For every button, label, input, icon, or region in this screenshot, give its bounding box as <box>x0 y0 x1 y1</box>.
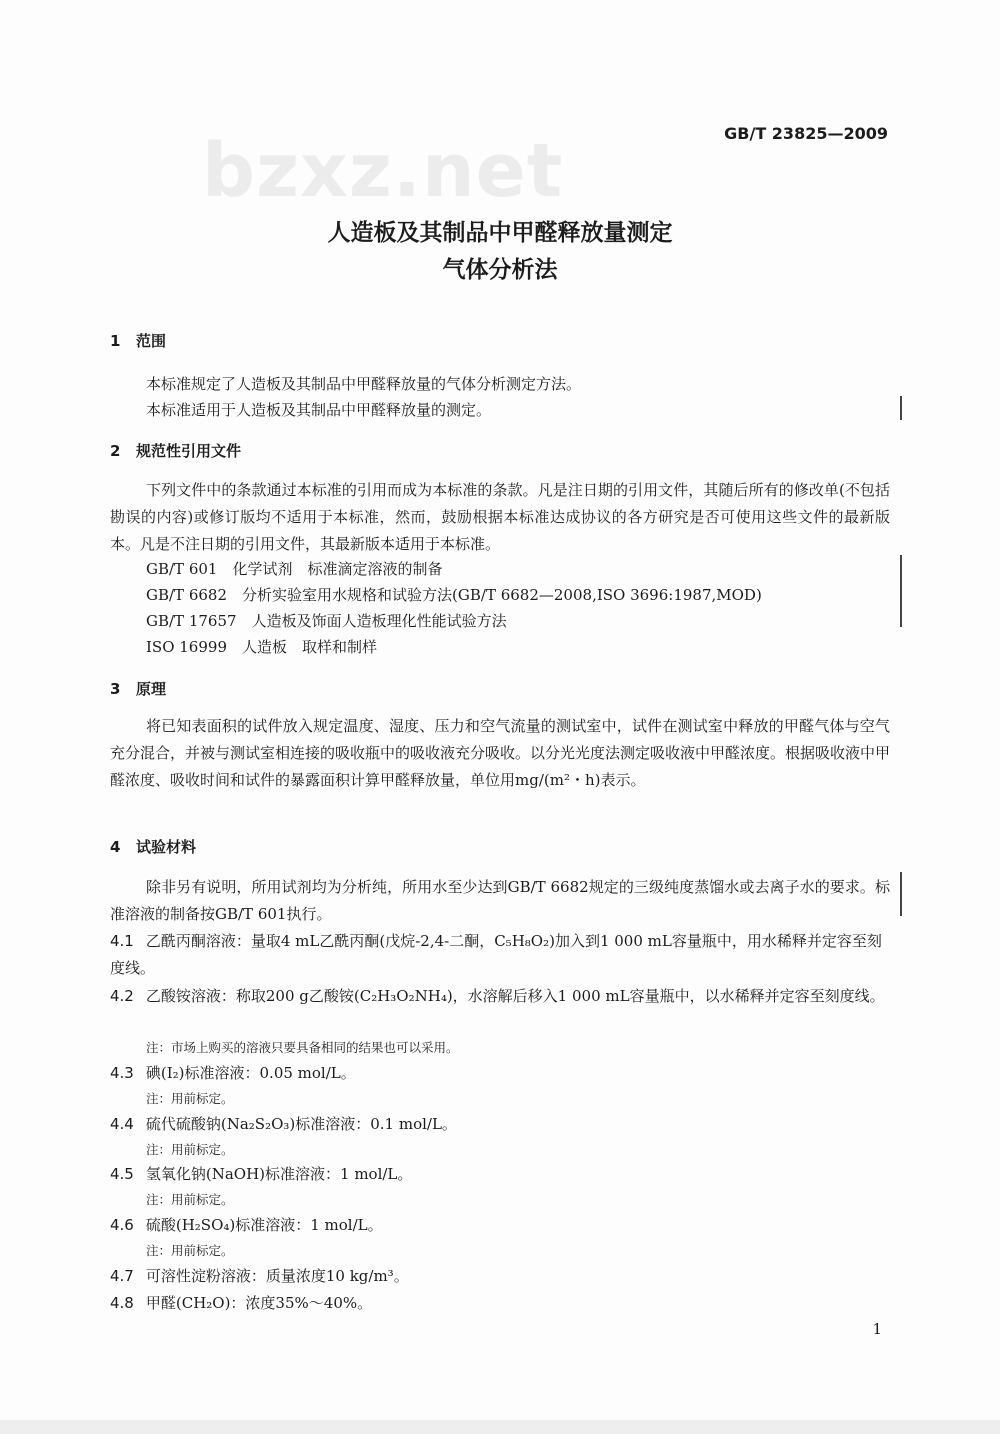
reference-code: ISO 16999 <box>146 638 227 656</box>
reference-title: 人造板及饰面人造板理化性能试验方法 <box>251 612 507 630</box>
material-item <box>110 1290 890 1317</box>
item-text: 可溶性淀粉溶液：质量浓度10 kg/m³。 <box>145 1267 409 1285</box>
item-text: 乙酸铵溶液：称取200 g乙酸铵(C₂H₃O₂NH₄)，水溶解后移入1 000 mL容量瓶中，以水稀释并定容至刻度线。 <box>145 987 885 1005</box>
section-title: 原理 <box>136 680 167 698</box>
item-number: 4.8 <box>110 1294 134 1312</box>
section-title: 试验材料 <box>136 838 197 856</box>
item-text: 氢氧化钠(NaOH)标准溶液：1 mol/L。 <box>145 1165 413 1183</box>
material-note: 注：用前标定。 <box>146 1091 234 1106</box>
reference-code: GB/T 601 <box>146 560 218 578</box>
margin-change-bar <box>900 872 902 916</box>
item-number: 4.2 <box>110 987 134 1005</box>
scope-paragraph-2: 本标准适用于人造板及其制品中甲醛释放量的测定。 <box>146 401 492 419</box>
item-number: 4.4 <box>110 1115 134 1133</box>
section-number: 3 <box>110 680 121 698</box>
title-line-1: 人造板及其制品中甲醛释放量测定 <box>327 220 673 246</box>
item-text: 碘(I₂)标准溶液：0.05 mol/L。 <box>145 1064 356 1082</box>
margin-change-bar <box>900 555 902 627</box>
item-text: 硫酸(H₂SO₄)标准溶液：1 mol/L。 <box>145 1216 383 1234</box>
item-text: 硫代硫酸钠(Na₂S₂O₃)标准溶液：0.1 mol/L。 <box>145 1115 457 1133</box>
section-1-heading <box>110 330 166 351</box>
item-text: 甲醛(CH₂O)：浓度35%～40%。 <box>145 1294 373 1312</box>
watermark: bzxz.net <box>202 128 564 214</box>
material-item <box>110 983 890 1010</box>
reference-code: GB/T 17657 <box>146 612 237 630</box>
material-item <box>110 1212 890 1239</box>
section-number: 4 <box>110 838 121 856</box>
scope-paragraph-1: 本标准规定了人造板及其制品中甲醛释放量的气体分析测定方法。 <box>146 375 582 393</box>
reference-item <box>146 636 377 657</box>
item-number: 4.6 <box>110 1216 134 1234</box>
standard-number: GB/T 23825—2009 <box>724 124 888 143</box>
material-note: 注：用前标定。 <box>146 1192 234 1207</box>
item-text: 乙酰丙酮溶液：量取4 mL乙酰丙酮(戊烷-2,4-二酮，C₅H₈O₂)加入到1 000 mL容量瓶中，用水稀释并定容至刻度线。 <box>110 932 882 977</box>
item-number: 4.1 <box>110 932 134 950</box>
material-item <box>110 1060 890 1087</box>
material-note: 注：用前标定。 <box>146 1142 234 1157</box>
item-number: 4.5 <box>110 1165 134 1183</box>
item-number: 4.7 <box>110 1267 134 1285</box>
material-item <box>110 928 890 982</box>
reference-title: 分析实验室用水规格和试验方法(GB/T 6682—2008,ISO 3696:1987,MOD) <box>242 586 762 604</box>
section-title: 范围 <box>136 332 167 350</box>
bottom-strip <box>0 1420 1000 1434</box>
section-title: 规范性引用文件 <box>136 442 242 460</box>
reference-title: 化学试剂 标准滴定溶液的制备 <box>232 560 443 578</box>
section-3-heading <box>110 678 166 699</box>
material-note: 注：用前标定。 <box>146 1243 234 1258</box>
material-item <box>110 1161 890 1188</box>
margin-change-bar <box>900 396 902 420</box>
page-number: 1 <box>872 1320 882 1338</box>
section-number: 2 <box>110 442 121 460</box>
material-item <box>110 1111 890 1138</box>
reference-item <box>146 558 443 579</box>
reference-item <box>146 610 507 631</box>
reference-item <box>146 584 762 605</box>
reference-code: GB/T 6682 <box>146 586 228 604</box>
section-2-heading <box>110 440 241 461</box>
item-number: 4.3 <box>110 1064 134 1082</box>
section-4-heading <box>110 836 196 857</box>
title-line-2: 气体分析法 <box>442 257 558 283</box>
reference-title: 人造板 取样和制样 <box>242 638 378 656</box>
material-item <box>110 1263 890 1290</box>
principle-paragraph: 将已知表面积的试件放入规定温度、湿度、压力和空气流量的测试室中，试件在测试室中释放的甲醛气体与空气充分混合，并被与测试室相连接的吸收瓶中的吸收液充分吸收。以分光光度法测定吸收液中甲醛浓度。根据吸收液中甲醛浓度、吸收时间和试件的暴露面积计算甲醛释放量，单位用mg/(m²・h)表示。 <box>110 717 891 789</box>
material-note: 注：市场上购买的溶液只要具备相同的结果也可以采用。 <box>146 1040 459 1055</box>
section-number: 1 <box>110 332 121 350</box>
normative-references-intro: 下列文件中的条款通过本标准的引用而成为本标准的条款。凡是注日期的引用文件，其随后所有的修改单(不包括勘误的内容)或修订版均不适用于本标准，然而，鼓励根据本标准达成协议的各方研究是否可使用这些文件的最新版本。凡是不注日期的引用文件，其最新版本适用于本标准。 <box>110 481 890 553</box>
materials-intro: 除非另有说明，所用试剂均为分析纯，所用水至少达到GB/T 6682规定的三级纯度蒸馏水或去离子水的要求。标准溶液的制备按GB/T 601执行。 <box>110 878 890 923</box>
